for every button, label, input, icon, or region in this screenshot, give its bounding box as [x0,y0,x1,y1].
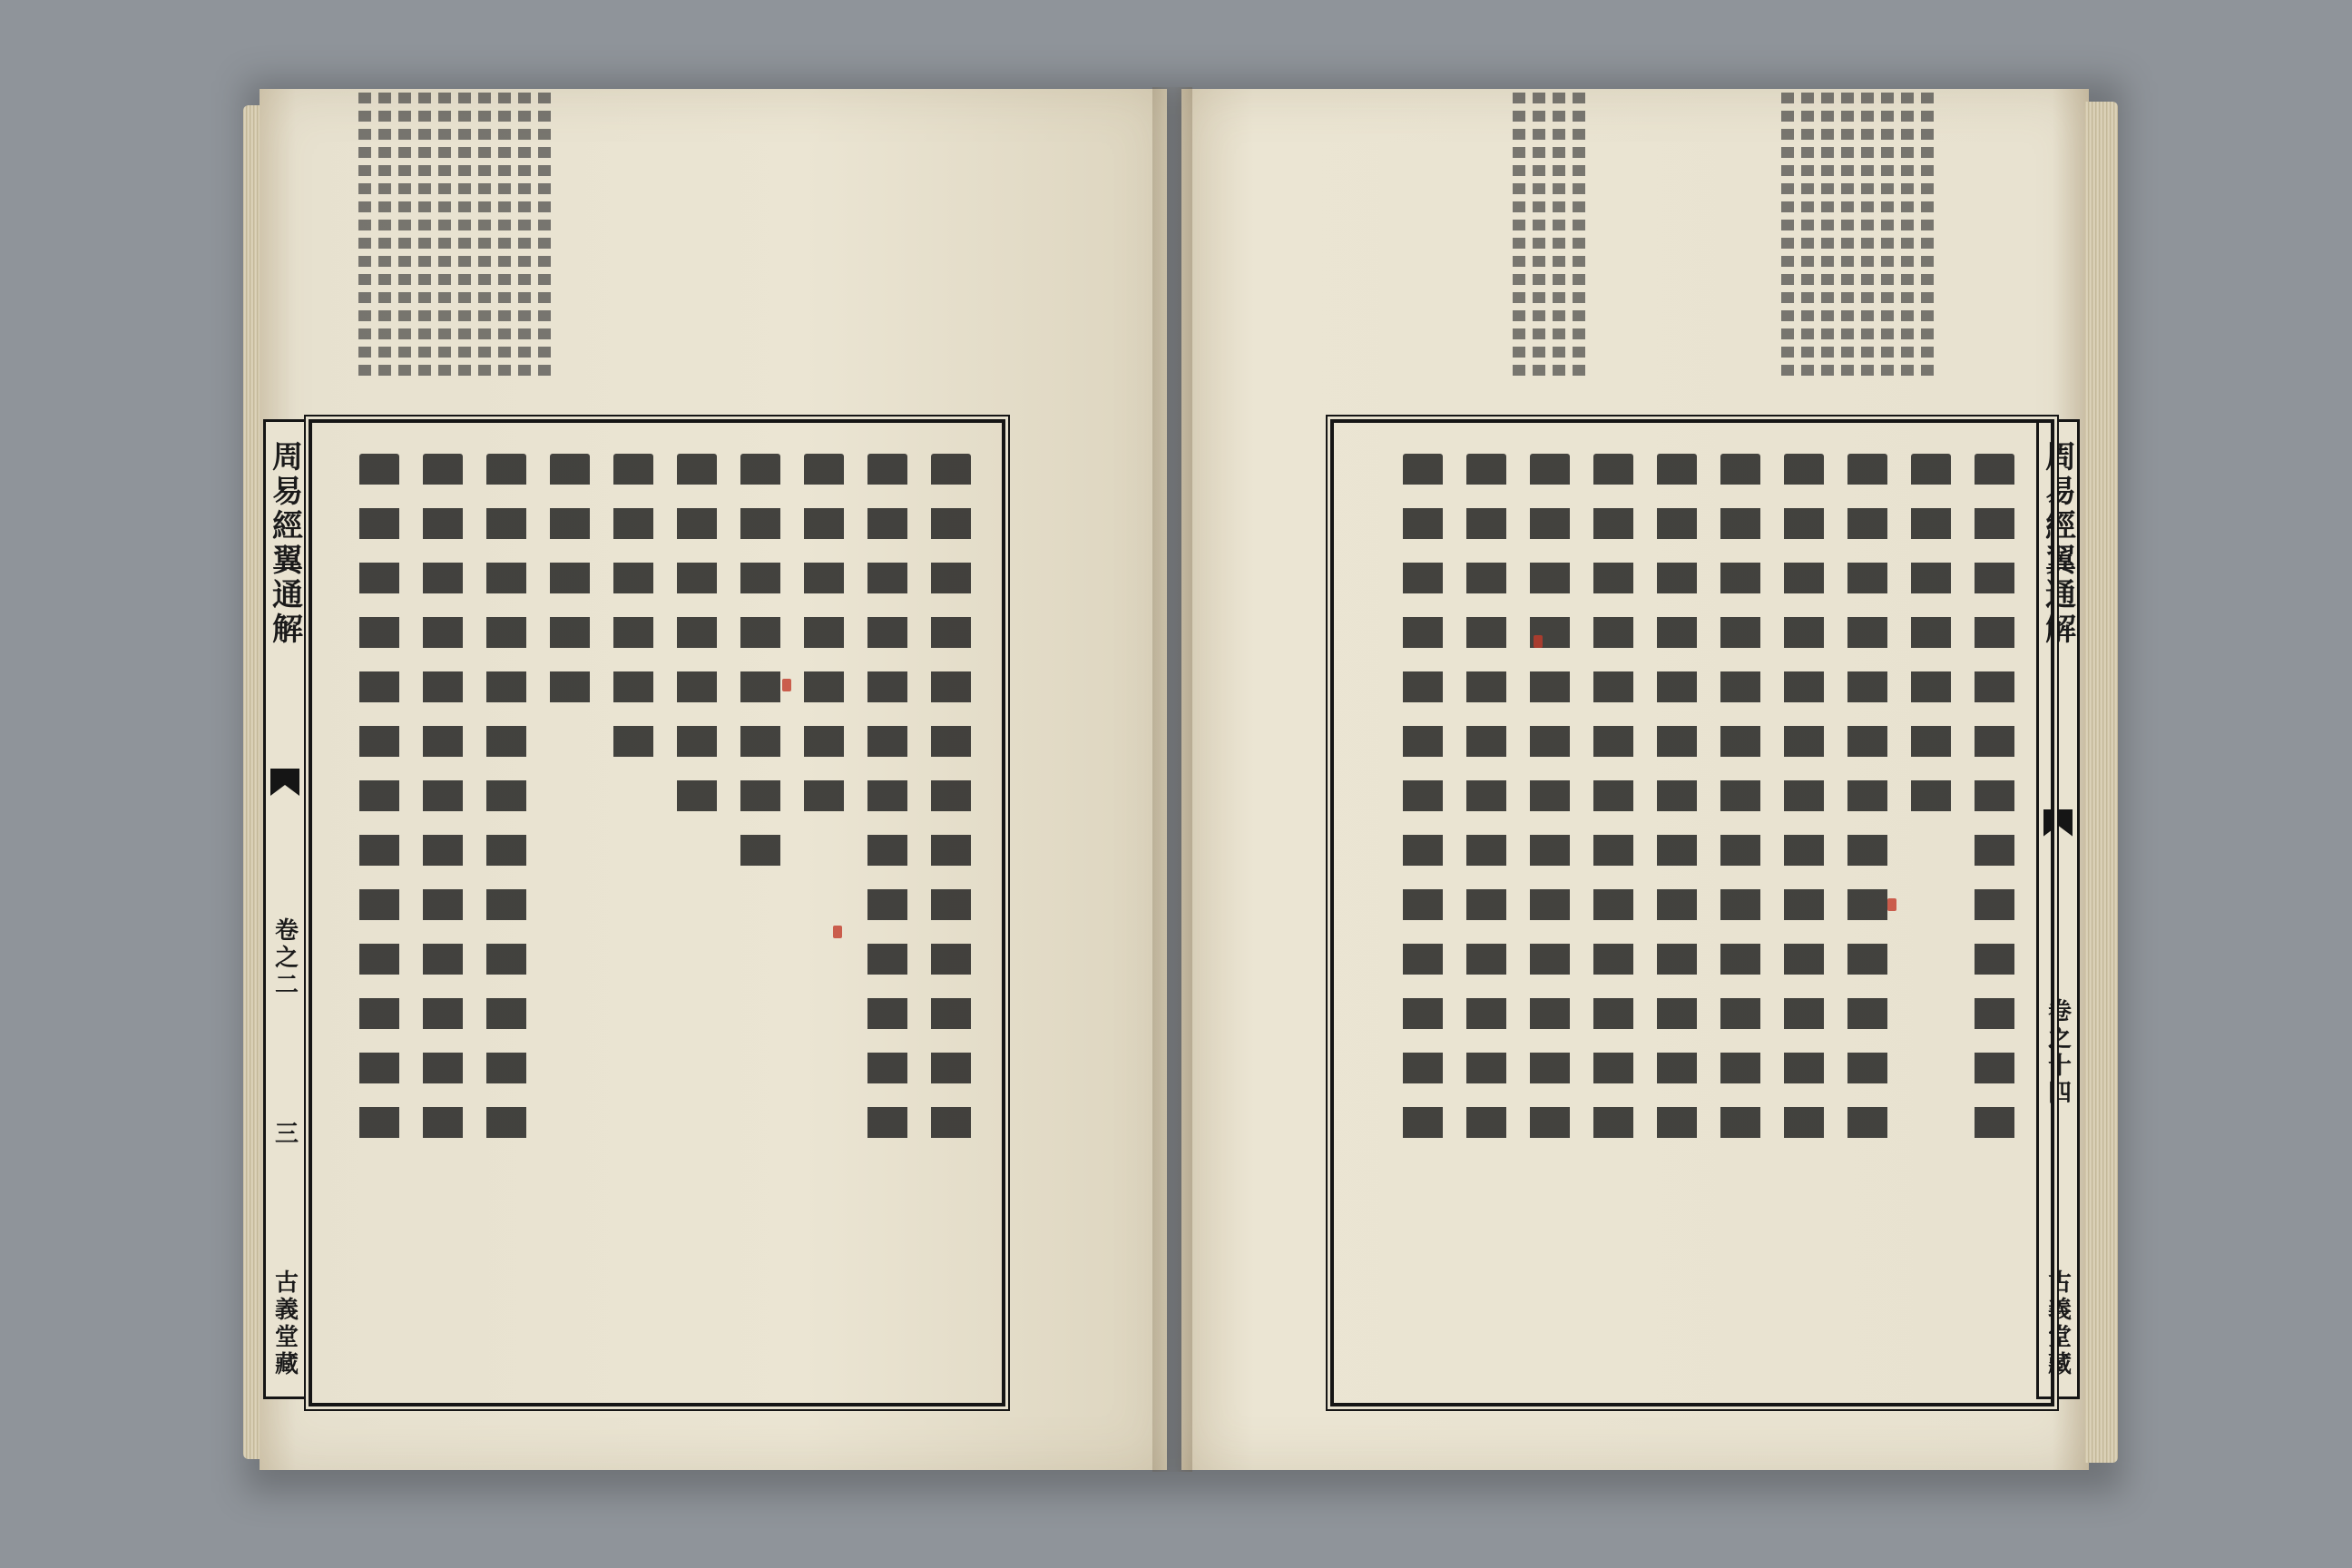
text-column [541,454,599,1379]
banxin-volume: 卷之二 [270,917,299,999]
vermilion-mark [833,926,842,938]
head-note-column [535,93,554,410]
left-main-text [327,454,980,1379]
text-column [731,454,789,1379]
head-note-column [416,93,434,410]
head-note-column [515,93,534,410]
right-head-notes [1764,93,1936,401]
vermilion-mark [782,679,791,691]
banxin-publisher: 古義堂藏 [270,1269,299,1378]
vermilion-mark [1534,635,1543,648]
text-column [414,454,472,1379]
banxin-title: 周易經翼通解 [2039,440,2076,647]
head-note-column [456,93,474,410]
head-note-column [1779,93,1797,401]
text-column [1394,454,1452,1379]
head-note-column [1918,93,1936,401]
right-page-stack [2085,102,2118,1463]
fishtail-mark [270,769,299,796]
text-column [858,454,916,1379]
left-banxin [263,419,307,1399]
book-gutter [1152,87,1192,1472]
text-column [1965,454,2024,1379]
head-note-column [436,93,454,410]
right-main-text [1352,454,2024,1379]
banxin-title: 周易經翼通解 [266,440,303,647]
head-note-column [376,93,394,410]
head-note-column [1570,93,1588,401]
text-column [1457,454,1515,1379]
text-column [795,454,853,1379]
text-column [922,454,980,1379]
head-note-column [356,93,374,410]
vermilion-mark [1887,898,1896,911]
head-note-column [1550,93,1568,401]
banxin-volume: 卷之十四 [2043,998,2072,1108]
banxin-publisher: 古義堂藏 [2043,1269,2072,1378]
text-column [668,454,726,1379]
head-note-column [1798,93,1817,401]
text-column [1648,454,1706,1379]
head-note-column [1510,93,1528,401]
head-note-column [495,93,514,410]
head-note-column [1838,93,1857,401]
left-head-notes [299,93,554,410]
text-column [477,454,535,1379]
text-column [1711,454,1769,1379]
text-column [350,454,408,1379]
head-note-column [1898,93,1916,401]
head-note-column [396,93,414,410]
banxin-folio: 三 [270,1121,299,1148]
text-column [1902,454,1960,1379]
head-note-column [1530,93,1548,401]
head-note-column [475,93,494,410]
text-column [604,454,662,1379]
text-column [1584,454,1642,1379]
text-column [1521,454,1579,1379]
head-note-column [1818,93,1837,401]
head-note-column [1878,93,1896,401]
text-column [1838,454,1896,1379]
head-note-column [1858,93,1877,401]
text-column [1775,454,1833,1379]
mid-head-notes [1497,93,1588,401]
